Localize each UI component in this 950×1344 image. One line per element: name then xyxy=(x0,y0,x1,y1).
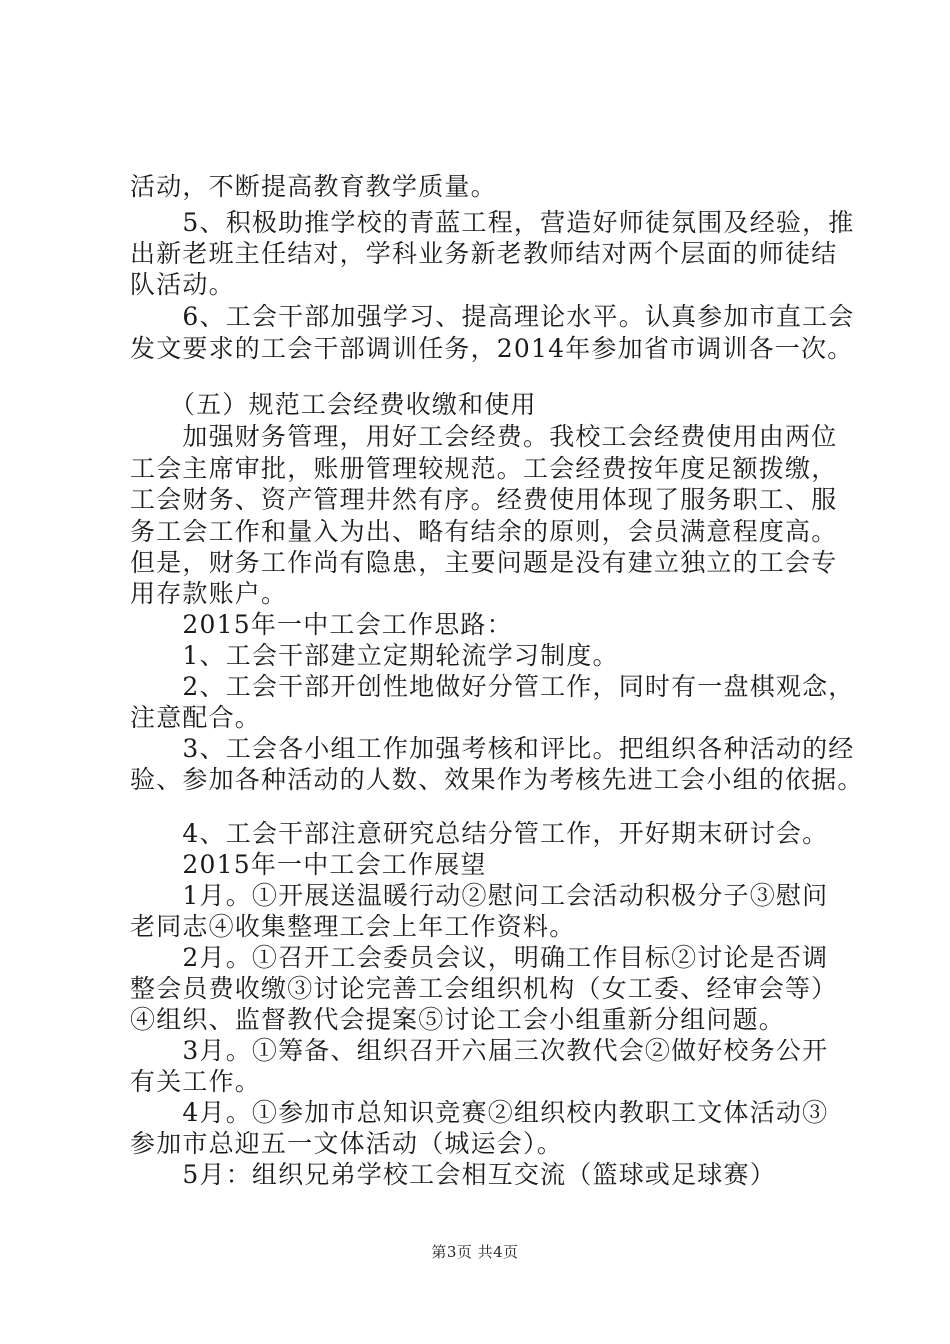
text-line: 4、工会干部注意研究总结分管工作，开好期末研讨会。 xyxy=(130,819,829,848)
text-line: 2015年一中工会工作思路： xyxy=(130,610,513,639)
text-line: 3、工会各小组工作加强考核和评比。把组织各种活动的经 xyxy=(130,734,855,763)
text-line: 队活动。 xyxy=(130,270,235,299)
text-line: 用存款账户。 xyxy=(130,579,288,608)
text-line: 验、参加各种活动的人数、效果作为考核先进工会小组的依据。 xyxy=(130,765,864,794)
text-line: 务工会工作和量入为出、略有结余的原则，会员满意程度高。 xyxy=(130,517,838,546)
text-line: 4月。①参加市总知识竞赛②组织校内教职工文体活动③ xyxy=(130,1098,829,1127)
text-line: 发文要求的工会干部调训任务，2014年参加省市调训各一次。 xyxy=(130,334,854,363)
text-line: 活动，不断提高教育教学质量。 xyxy=(130,172,497,201)
text-line: 有关工作。 xyxy=(130,1067,262,1096)
page-footer: 第3页 共4页 xyxy=(431,1243,519,1261)
text-line: 1、工会干部建立定期轮流学习制度。 xyxy=(130,641,619,670)
text-line: 2月。①召开工会委员会议，明确工作目标②讨论是否调 xyxy=(130,943,829,972)
text-line: 6、工会干部加强学习、提高理论水平。认真参加市直工会 xyxy=(130,302,855,331)
text-line: 工会主席审批，账册管理较规范。工会经费按年度足额拨缴， xyxy=(130,454,838,483)
text-line: 出新老班主任结对，学科业务新老教师结对两个层面的师徒结 xyxy=(130,239,838,268)
text-line: 2、工会干部开创性地做好分管工作，同时有一盘棋观念， xyxy=(130,672,855,701)
section-heading: （五）规范工会经费收缴和使用 xyxy=(130,390,537,419)
text-line: 加强财务管理，用好工会经费。我校工会经费使用由两位 xyxy=(130,422,838,451)
text-line: 但是，财务工作尚有隐患，主要问题是没有建立独立的工会专 xyxy=(130,548,838,577)
text-line: 5月：组织兄弟学校工会相互交流（篮球或足球赛） xyxy=(130,1160,776,1189)
text-line: ④组织、监督教代会提案⑤讨论工会小组重新分组问题。 xyxy=(130,1005,786,1034)
text-line: 1月。①开展送温暖行动②慰问工会活动积极分子③慰问 xyxy=(130,881,829,910)
text-line: 工会财务、资产管理井然有序。经费使用体现了服务职工、服 xyxy=(130,485,838,514)
text-line: 2015年一中工会工作展望 xyxy=(130,850,487,879)
text-line: 5、积极助推学校的青蓝工程，营造好师徒氛围及经验，推 xyxy=(130,208,855,237)
text-line: 老同志④收集整理工会上年工作资料。 xyxy=(130,912,576,941)
text-line: 参加市总迎五一文体活动（城运会）。 xyxy=(130,1129,563,1158)
text-line: 整会员费收缴③讨论完善工会组织机构（女工委、经审会等） xyxy=(130,974,838,1003)
text-line: 3月。①筹备、组织召开六届三次教代会②做好校务公开 xyxy=(130,1036,829,1065)
text-line: 注意配合。 xyxy=(130,703,262,732)
